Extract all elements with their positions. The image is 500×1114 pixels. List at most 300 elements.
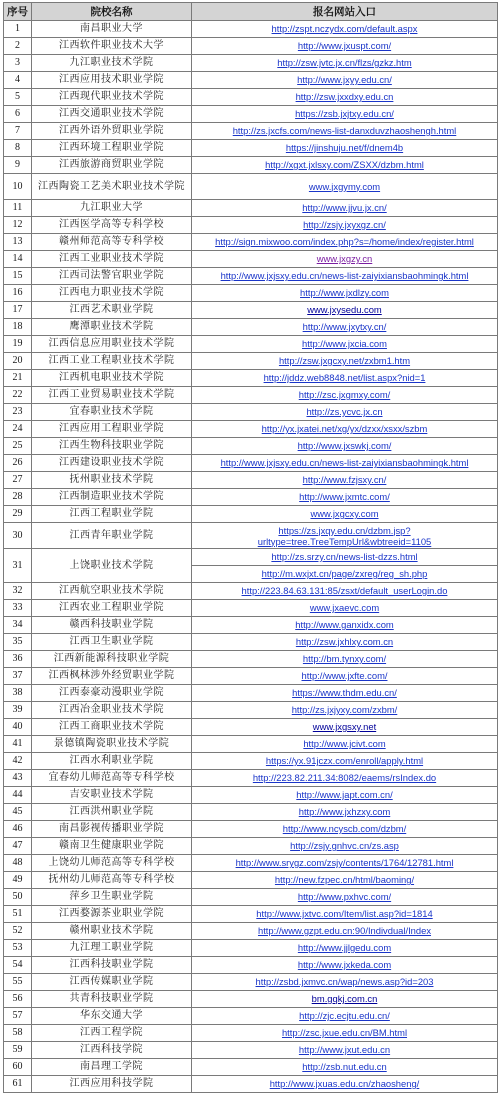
row-number: 5 — [4, 89, 32, 106]
row-number: 53 — [4, 940, 32, 957]
table-row — [4, 285, 498, 302]
registration-link[interactable]: http://www.jxyy.edu.cn/ — [297, 74, 392, 85]
url-cell — [192, 1025, 498, 1042]
school-name: 江西新能源科技职业学院 — [32, 651, 192, 668]
table-row — [4, 617, 498, 634]
table-row — [4, 506, 498, 523]
table-row — [4, 438, 498, 455]
row-number: 59 — [4, 1042, 32, 1059]
table-row — [4, 1059, 498, 1076]
registration-link[interactable]: http://www.jxkeda.com — [297, 959, 392, 970]
school-name: 江西医学高等专科学校 — [32, 217, 192, 234]
registration-link[interactable]: https://zs.jxqy.edu.cn/dzbm.jsp?urltype=tree.TreeTempUrl&wbtreeid=1105 — [257, 524, 432, 547]
registration-link[interactable]: http://new.fzpec.cn/html/baoming/ — [274, 874, 415, 885]
row-number: 1 — [4, 21, 32, 38]
school-name: 赣南卫生健康职业学院 — [32, 838, 192, 855]
url-cell — [192, 268, 498, 285]
school-name: 江西婺源茶业职业学院 — [32, 906, 192, 923]
row-number: 29 — [4, 506, 32, 523]
url-cell — [192, 702, 498, 719]
registration-link[interactable]: http://zsjy.jxyxgz.cn/ — [303, 219, 386, 230]
table-row — [4, 174, 498, 200]
registration-link[interactable]: www.jxgzy.cn — [316, 253, 373, 264]
table-row — [4, 21, 498, 38]
table-row — [4, 991, 498, 1008]
table-row — [4, 370, 498, 387]
registration-link[interactable]: http://zs.jxcfs.com/news-list-danxduvzhaoshengh.html — [232, 125, 457, 136]
row-number: 33 — [4, 600, 32, 617]
school-name: 江西枫林涉外经贸职业学院 — [32, 668, 192, 685]
registration-link[interactable]: http://www.jxhzxy.com — [298, 806, 391, 817]
registration-link[interactable]: http://zsc.jxue.edu.cn/BM.html — [281, 1027, 408, 1038]
row-number: 4 — [4, 72, 32, 89]
row-number: 19 — [4, 336, 32, 353]
table-row — [4, 217, 498, 234]
school-name: 江西农业工程职业学院 — [32, 600, 192, 617]
table-row — [4, 387, 498, 404]
table-row — [4, 472, 498, 489]
registration-link[interactable]: http://zsb.nut.edu.cn — [302, 1061, 387, 1072]
registration-link[interactable]: http://www.jxjsxy.edu.cn/news-list-zaiyixiansbaohmingk.html — [220, 457, 469, 468]
registration-link[interactable]: http://www.gzpt.edu.cn:90/Indivdual/Index — [257, 925, 432, 936]
table-row — [4, 336, 498, 353]
row-number: 12 — [4, 217, 32, 234]
registration-link[interactable]: https://jinshuju.net/f/dnem4b — [285, 142, 404, 153]
school-name: 上饶幼儿师范高等专科学校 — [32, 855, 192, 872]
row-number: 20 — [4, 353, 32, 370]
school-name: 江西水利职业学院 — [32, 753, 192, 770]
url-cell — [192, 872, 498, 889]
row-number: 58 — [4, 1025, 32, 1042]
url-cell — [192, 140, 498, 157]
url-cell — [192, 668, 498, 685]
row-number: 54 — [4, 957, 32, 974]
row-number: 50 — [4, 889, 32, 906]
school-name: 江西环境工程职业学院 — [32, 140, 192, 157]
table-row — [4, 1008, 498, 1025]
url-cell — [192, 634, 498, 651]
registration-link[interactable]: https://yx.91jczx.com/enroll/apply.html — [265, 755, 424, 766]
table-row — [4, 668, 498, 685]
row-number: 49 — [4, 872, 32, 889]
table-row — [4, 404, 498, 421]
registration-link[interactable]: http://zsw.jvtc.jx.cn/flzs/gzkz.htm — [277, 57, 412, 68]
registration-link[interactable]: www.jxysedu.com — [307, 304, 382, 315]
table-row — [4, 651, 498, 668]
url-cell — [192, 991, 498, 1008]
row-number: 32 — [4, 583, 32, 600]
url-cell — [192, 285, 498, 302]
row-number: 21 — [4, 370, 32, 387]
registration-link[interactable]: http://www.jxcia.com — [302, 338, 387, 349]
table-row — [4, 38, 498, 55]
registration-link[interactable]: http://xgxt.jxlsxy.com/ZSXX/dzbm.html — [265, 159, 424, 170]
table-row — [4, 251, 498, 268]
row-number: 51 — [4, 906, 32, 923]
school-name: 江西制造职业技术学院 — [32, 489, 192, 506]
school-name: 九江职业技术学院 — [32, 55, 192, 72]
url-cell — [192, 523, 498, 549]
registration-link[interactable]: https://www.thdm.edu.cn/ — [292, 687, 397, 698]
registration-link[interactable]: http://www.jjlgedu.com — [297, 942, 392, 953]
registration-link[interactable]: http://www.ganxidx.com — [295, 619, 394, 630]
registration-link[interactable]: www.jxaevc.com — [309, 602, 380, 613]
table-row — [4, 702, 498, 719]
table-row — [4, 957, 498, 974]
url-cell — [192, 889, 498, 906]
row-number: 18 — [4, 319, 32, 336]
school-name: 南昌职业大学 — [32, 21, 192, 38]
url-cell — [192, 404, 498, 421]
url-cell — [192, 472, 498, 489]
school-name: 江西洪州职业学院 — [32, 804, 192, 821]
url-cell — [192, 651, 498, 668]
row-number: 45 — [4, 804, 32, 821]
registration-link[interactable]: http://sign.mixwoo.com/index.php?s=/home/index/register.html — [215, 236, 474, 247]
header-num: 序号 — [4, 3, 32, 21]
header-url: 报名网站入口 — [192, 3, 498, 21]
registration-link[interactable]: http://zsw.jxgcxy.net/zxbm1.htm — [278, 355, 411, 366]
row-number: 28 — [4, 489, 32, 506]
registration-link[interactable]: http://zsjy.gnhvc.cn/zs.asp — [290, 840, 399, 851]
table-row — [4, 906, 498, 923]
school-name: 上饶职业技术学院 — [32, 549, 192, 583]
row-number: 37 — [4, 668, 32, 685]
url-cell — [192, 89, 498, 106]
school-name: 江西建设职业技术学院 — [32, 455, 192, 472]
table-row — [4, 72, 498, 89]
row-number: 31 — [4, 549, 32, 583]
row-number: 46 — [4, 821, 32, 838]
table-row — [4, 804, 498, 821]
url-cell — [192, 387, 498, 404]
table-row — [4, 634, 498, 651]
table-row — [4, 302, 498, 319]
row-number: 13 — [4, 234, 32, 251]
school-name: 江西冶金职业技术学院 — [32, 702, 192, 719]
school-name: 抚州幼儿师范高等专科学校 — [32, 872, 192, 889]
registration-link[interactable]: http://zspt.nczydx.com/default.aspx — [271, 23, 418, 34]
registration-link[interactable]: http://zsw.jxxdxy.edu.cn — [295, 91, 394, 102]
registration-link[interactable]: http://www.jxfte.com/ — [301, 670, 388, 681]
school-name: 九江理工职业学院 — [32, 940, 192, 957]
table-row — [4, 923, 498, 940]
table-row — [4, 872, 498, 889]
school-name: 江西外语外贸职业学院 — [32, 123, 192, 140]
school-name: 江西司法警官职业学院 — [32, 268, 192, 285]
school-name: 江西青年职业学院 — [32, 523, 192, 549]
table-row — [4, 89, 498, 106]
school-name: 江西软件职业技术大学 — [32, 38, 192, 55]
row-number: 56 — [4, 991, 32, 1008]
school-name: 江西工业工程职业技术学院 — [32, 353, 192, 370]
school-name: 九江职业大学 — [32, 200, 192, 217]
url-cell — [192, 106, 498, 123]
row-number: 8 — [4, 140, 32, 157]
school-name: 江西机电职业技术学院 — [32, 370, 192, 387]
registration-link[interactable]: http://www.jxuspt.com/ — [297, 40, 392, 51]
table-row — [4, 1025, 498, 1042]
table-row — [4, 838, 498, 855]
row-number: 55 — [4, 974, 32, 991]
school-name: 江西旅游商贸职业学院 — [32, 157, 192, 174]
url-cell — [192, 174, 498, 200]
row-number: 35 — [4, 634, 32, 651]
url-cell — [192, 736, 498, 753]
table-row — [4, 319, 498, 336]
registration-link[interactable]: http://www.srygz.com/zsjy/contents/1764/12781.html — [235, 857, 454, 868]
url-cell — [192, 370, 498, 387]
row-number: 17 — [4, 302, 32, 319]
row-number: 26 — [4, 455, 32, 472]
school-name: 江西现代职业技术学院 — [32, 89, 192, 106]
table-row — [4, 1076, 498, 1093]
school-name: 南昌影视传播职业学院 — [32, 821, 192, 838]
registration-link[interactable]: http://www.jxuas.edu.cn/zhaosheng/ — [269, 1078, 420, 1089]
school-name: 宜春幼儿师范高等专科学校 — [32, 770, 192, 787]
school-name: 抚州职业技术学院 — [32, 472, 192, 489]
registration-link[interactable]: http://223.84.63.131:85/zsxt/default_userLogin.do — [241, 585, 448, 596]
url-cell — [192, 489, 498, 506]
header-row — [4, 3, 498, 21]
registration-link[interactable]: http://www.japt.com.cn/ — [296, 789, 393, 800]
row-number: 23 — [4, 404, 32, 421]
table-row — [4, 685, 498, 702]
table-row — [4, 353, 498, 370]
row-number: 11 — [4, 200, 32, 217]
registration-link[interactable]: http://jddz.web8848.net/list.aspx?nid=1 — [263, 372, 426, 383]
school-name: 萍乡卫生职业学院 — [32, 889, 192, 906]
registration-link[interactable]: http://zjc.ecjtu.edu.cn/ — [299, 1010, 390, 1021]
row-number: 57 — [4, 1008, 32, 1025]
url-cell — [192, 821, 498, 838]
table-row — [4, 106, 498, 123]
registration-link[interactable]: http://www.jxut.edu.cn — [298, 1044, 391, 1055]
registration-link[interactable]: http://yx.jxatei.net/xg/yx/dzxx/xsxx/szbm — [261, 423, 428, 434]
school-name: 江西科技职业学院 — [32, 957, 192, 974]
registration-link[interactable]: http://www.jjvu.jx.cn/ — [302, 202, 387, 213]
url-cell — [192, 787, 498, 804]
url-cell — [192, 72, 498, 89]
registration-link[interactable]: http://m.wxjxt.cn/page/zxreg/reg_sh.php — [261, 568, 428, 579]
url-cell — [192, 1076, 498, 1093]
url-cell — [192, 123, 498, 140]
registration-link[interactable]: www.jxgcxy.com — [310, 508, 379, 519]
school-name: 江西航空职业技术学院 — [32, 583, 192, 600]
school-name: 江西艺术职业学院 — [32, 302, 192, 319]
school-name: 江西应用科技学院 — [32, 1076, 192, 1093]
registration-link[interactable]: http://zs.srzy.cn/news-list-dzzs.html — [271, 551, 418, 562]
school-name: 江西应用技术职业学院 — [32, 72, 192, 89]
url-cell — [192, 804, 498, 821]
registration-link[interactable]: http://zsc.jxgmxy.com/ — [298, 389, 391, 400]
url-cell — [192, 438, 498, 455]
table-row — [4, 974, 498, 991]
table-row — [4, 600, 498, 617]
school-name: 江西陶瓷工艺美术职业技术学院 — [32, 174, 192, 200]
url-cell — [192, 1008, 498, 1025]
row-number: 52 — [4, 923, 32, 940]
registration-link[interactable]: http://www.jxjsxy.edu.cn/news-list-zaiyixiansbaohmingk.html — [220, 270, 469, 281]
school-name: 江西生物科技职业学院 — [32, 438, 192, 455]
school-name: 江西应用工程职业学院 — [32, 421, 192, 438]
url-cell — [192, 234, 498, 251]
url-cell — [192, 566, 498, 583]
school-name: 江西泰豪动漫职业学院 — [32, 685, 192, 702]
row-number: 15 — [4, 268, 32, 285]
url-cell — [192, 855, 498, 872]
school-name: 江西信息应用职业技术学院 — [32, 336, 192, 353]
registration-link[interactable]: http://223.82.211.34:8082/eaems/rsIndex.do — [252, 772, 437, 783]
table-row — [4, 770, 498, 787]
row-number: 39 — [4, 702, 32, 719]
registration-link[interactable]: http://www.fzjsxy.cn/ — [302, 474, 387, 485]
table-row — [4, 268, 498, 285]
school-name: 华东交通大学 — [32, 1008, 192, 1025]
table-row — [4, 940, 498, 957]
table-row — [4, 55, 498, 72]
table-row — [4, 455, 498, 472]
table-row — [4, 719, 498, 736]
table-row — [4, 523, 498, 549]
admissions-table — [3, 2, 498, 1093]
registration-link[interactable]: www.jxgymy.com — [308, 180, 381, 192]
school-name: 共青科技职业学院 — [32, 991, 192, 1008]
registration-link[interactable]: http://www.jxdlzy.com — [300, 287, 389, 298]
row-number: 30 — [4, 523, 32, 549]
table-row — [4, 821, 498, 838]
url-cell — [192, 906, 498, 923]
registration-link[interactable]: http://www.ncyscb.com/dzbm/ — [282, 823, 407, 834]
row-number: 43 — [4, 770, 32, 787]
registration-link[interactable]: http://bm.tynxy.com/ — [302, 653, 387, 664]
row-number: 10 — [4, 174, 32, 200]
url-cell — [192, 421, 498, 438]
table-row — [4, 489, 498, 506]
url-cell — [192, 157, 498, 174]
url-cell — [192, 506, 498, 523]
registration-link[interactable]: http://www.jcivt.com — [303, 738, 386, 749]
url-cell — [192, 21, 498, 38]
url-cell — [192, 974, 498, 991]
row-number: 47 — [4, 838, 32, 855]
table-row — [4, 234, 498, 251]
table-row — [4, 157, 498, 174]
header-name: 院校名称 — [32, 3, 192, 21]
url-cell — [192, 549, 498, 566]
registration-link[interactable]: http://www.jxmtc.com/ — [299, 491, 390, 502]
school-name: 江西工业贸易职业技术学院 — [32, 387, 192, 404]
registration-link[interactable]: http://zs.ycvc.jx.cn — [306, 406, 383, 417]
table-row — [4, 140, 498, 157]
school-name: 江西传媒职业学院 — [32, 974, 192, 991]
url-cell — [192, 770, 498, 787]
row-number: 44 — [4, 787, 32, 804]
registration-link[interactable]: http://www.pxhvc.com/ — [297, 891, 392, 902]
school-name: 赣州职业技术学院 — [32, 923, 192, 940]
registration-link[interactable]: http://zs.jxjyxy.com/zxbm/ — [291, 704, 398, 715]
registration-link[interactable]: bm.gqkj.com.cn — [311, 993, 378, 1004]
table-row — [4, 855, 498, 872]
url-cell — [192, 753, 498, 770]
table-row — [4, 1042, 498, 1059]
row-number: 9 — [4, 157, 32, 174]
url-cell — [192, 719, 498, 736]
registration-link[interactable]: http://www.jxtvc.com/Item/list.asp?id=1814 — [256, 908, 433, 919]
url-cell — [192, 200, 498, 217]
table-row — [4, 421, 498, 438]
url-cell — [192, 583, 498, 600]
url-cell — [192, 923, 498, 940]
school-name: 宜春职业技术学院 — [32, 404, 192, 421]
url-cell — [192, 957, 498, 974]
registration-link[interactable]: http://www.jxytxy.cn/ — [302, 321, 387, 332]
url-cell — [192, 455, 498, 472]
school-name: 江西工程职业学院 — [32, 506, 192, 523]
registration-link[interactable]: http://zsw.jxhlxy.com.cn — [295, 636, 394, 647]
table-row — [4, 549, 498, 566]
row-number: 24 — [4, 421, 32, 438]
row-number: 42 — [4, 753, 32, 770]
school-name: 景德镇陶瓷职业技术学院 — [32, 736, 192, 753]
row-number: 3 — [4, 55, 32, 72]
row-number: 40 — [4, 719, 32, 736]
registration-link[interactable]: http://www.jxswkj.com/ — [297, 440, 392, 451]
school-name: 鹰潭职业技术学院 — [32, 319, 192, 336]
table-row — [4, 889, 498, 906]
url-cell — [192, 251, 498, 268]
table-body — [4, 21, 498, 1093]
row-number: 14 — [4, 251, 32, 268]
url-cell — [192, 685, 498, 702]
school-name: 江西科技学院 — [32, 1042, 192, 1059]
school-name: 赣西科技职业学院 — [32, 617, 192, 634]
school-name: 江西卫生职业学院 — [32, 634, 192, 651]
url-cell — [192, 617, 498, 634]
row-number: 7 — [4, 123, 32, 140]
school-name: 江西交通职业技术学院 — [32, 106, 192, 123]
row-number: 60 — [4, 1059, 32, 1076]
url-cell — [192, 1059, 498, 1076]
table-row — [4, 736, 498, 753]
registration-link[interactable]: http://zsbd.jxmvc.cn/wap/news.asp?id=203 — [255, 976, 434, 987]
table-row — [4, 787, 498, 804]
url-cell — [192, 38, 498, 55]
url-cell — [192, 319, 498, 336]
school-name: 南昌理工学院 — [32, 1059, 192, 1076]
row-number: 27 — [4, 472, 32, 489]
url-cell — [192, 55, 498, 72]
row-number: 16 — [4, 285, 32, 302]
table-row — [4, 753, 498, 770]
school-name: 江西工业职业技术学院 — [32, 251, 192, 268]
url-cell — [192, 217, 498, 234]
registration-link[interactable]: https://zsb.jxjtxy.edu.cn/ — [295, 108, 394, 119]
row-number: 41 — [4, 736, 32, 753]
table-row — [4, 200, 498, 217]
table-row — [4, 123, 498, 140]
url-cell — [192, 838, 498, 855]
url-cell — [192, 302, 498, 319]
school-name: 江西电力职业技术学院 — [32, 285, 192, 302]
url-cell — [192, 353, 498, 370]
row-number: 22 — [4, 387, 32, 404]
registration-link[interactable]: www.jxgsxy.net — [312, 721, 377, 732]
table-row — [4, 583, 498, 600]
row-number: 61 — [4, 1076, 32, 1093]
url-cell — [192, 600, 498, 617]
row-number: 38 — [4, 685, 32, 702]
